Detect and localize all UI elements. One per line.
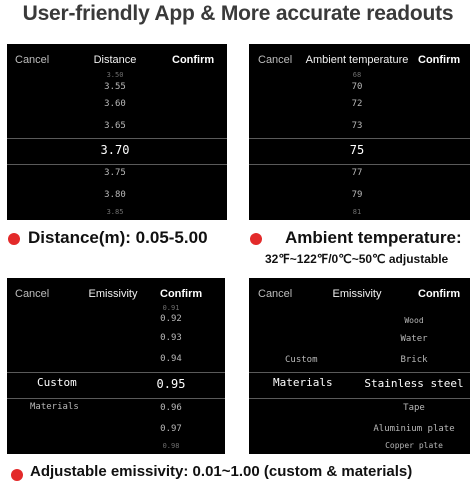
selection-line-top xyxy=(249,372,470,373)
selection-line-top xyxy=(249,138,470,139)
bullet-dot-icon xyxy=(8,233,20,245)
emissivity-picker-panel xyxy=(7,278,225,454)
selection-line-bottom xyxy=(7,164,227,165)
confirm-button[interactable]: Confirm xyxy=(172,54,215,66)
mode-option[interactable]: Materials xyxy=(30,402,79,412)
material-selected-value[interactable]: Stainless steel xyxy=(364,377,464,390)
picker-title: Emissivity xyxy=(332,288,382,300)
mode-option-selected[interactable]: Custom xyxy=(37,376,77,389)
selection-line-bottom xyxy=(249,398,470,399)
cancel-button[interactable]: Cancel xyxy=(258,54,293,66)
selection-line-bottom xyxy=(7,398,225,399)
selection-line-top xyxy=(7,372,225,373)
picker-option[interactable]: 73 xyxy=(351,121,363,131)
distance-picker-panel xyxy=(7,44,227,220)
picker-option[interactable]: 3.55 xyxy=(104,82,126,92)
selection-line-bottom xyxy=(249,164,470,165)
picker-option[interactable]: 68 xyxy=(352,71,362,79)
picker-option[interactable]: 0.97 xyxy=(160,424,182,434)
confirm-button[interactable]: Confirm xyxy=(160,288,203,300)
material-option[interactable]: Wood xyxy=(404,316,424,325)
cancel-button[interactable]: Cancel xyxy=(15,288,50,300)
picker-option[interactable]: 3.85 xyxy=(106,208,124,216)
picker-option[interactable]: 3.60 xyxy=(104,99,126,109)
material-option[interactable]: Copper plate xyxy=(385,441,443,450)
picker-option[interactable]: 72 xyxy=(351,99,363,109)
selection-line-top xyxy=(7,138,227,139)
picker-option[interactable]: 0.93 xyxy=(160,333,182,343)
picker-option[interactable]: 3.75 xyxy=(104,168,126,178)
materials-picker-panel xyxy=(249,278,470,454)
picker-option[interactable]: 70 xyxy=(351,82,363,92)
picker-selected-value[interactable]: 3.70 xyxy=(100,143,130,157)
headline: User-friendly App & More accurate readouts xyxy=(22,2,454,25)
picker-option[interactable]: 0.91 xyxy=(162,304,180,312)
picker-title: Emissivity xyxy=(88,288,138,300)
bullet-dot-icon xyxy=(250,233,262,245)
mode-option-selected[interactable]: Materials xyxy=(273,376,333,389)
picker-title: Ambient temperature xyxy=(305,54,409,66)
picker-option[interactable]: 0.96 xyxy=(160,403,182,413)
picker-option[interactable]: 81 xyxy=(352,208,362,216)
picker-option[interactable]: 0.94 xyxy=(160,354,182,364)
confirm-button[interactable]: Confirm xyxy=(418,288,461,300)
temperature-caption-range: 32℉~122℉/0℃~50℃ adjustable xyxy=(265,252,449,266)
emissivity-caption: Adjustable emissivity: 0.01~1.00 (custom & materials) xyxy=(30,463,413,480)
picker-selected-value[interactable]: 75 xyxy=(349,143,365,157)
picker-option[interactable]: 0.98 xyxy=(162,442,180,450)
confirm-button[interactable]: Confirm xyxy=(418,54,461,66)
cancel-button[interactable]: Cancel xyxy=(258,288,293,300)
picker-option[interactable]: 3.65 xyxy=(104,121,126,131)
material-option[interactable]: Tape xyxy=(403,403,425,413)
temperature-caption-title: Ambient temperature: xyxy=(285,228,462,247)
mode-option[interactable]: Custom xyxy=(285,355,318,365)
bullet-dot-icon xyxy=(11,469,23,481)
picker-selected-value[interactable]: 0.95 xyxy=(156,377,186,391)
cancel-button[interactable]: Cancel xyxy=(15,54,50,66)
picker-option[interactable]: 3.50 xyxy=(106,71,124,79)
material-option[interactable]: Aluminium plate xyxy=(373,424,455,434)
picker-option[interactable]: 79 xyxy=(351,190,363,200)
picker-option[interactable]: 0.92 xyxy=(160,314,182,324)
picker-option[interactable]: 3.80 xyxy=(104,190,126,200)
distance-caption: Distance(m): 0.05-5.00 xyxy=(28,228,208,247)
temperature-picker-panel xyxy=(249,44,470,220)
material-option[interactable]: Brick xyxy=(400,355,428,365)
material-option[interactable]: Water xyxy=(400,334,428,344)
picker-title: Distance xyxy=(93,54,137,66)
picker-option[interactable]: 77 xyxy=(351,168,363,178)
